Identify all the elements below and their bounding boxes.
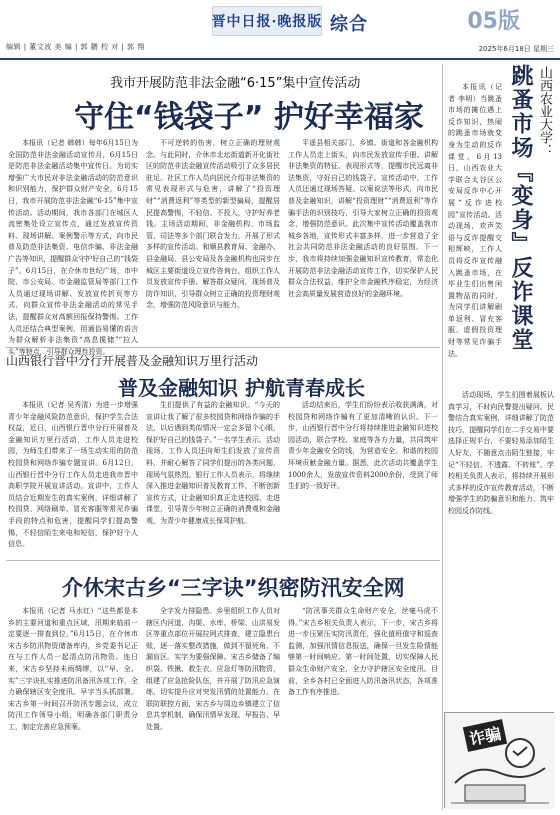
cartoon-label: 诈骗 bbox=[463, 719, 507, 752]
article3-col2: 全字发力排隐患。乡里组织工作人员对辖区内河道、沟渠、水库、桥梁、山洪易发区等重点部位开展拉网式排查，建立隐患台账，逐一落实整改措施，做到不留死角、不漏盲区。实字为要强保障。宋古乡储备了编织袋、铁锹、救生衣、应急灯等防汛物资，组建了应急抢险队伍，并开展了防汛应急演练，切实提升应对突发汛情的处置能力。在联防联控方面，宋古乡与周边乡镇建立了信息共享机制，确保汛情早发现、早报告、早处置。 bbox=[146, 607, 280, 731]
sidebar-headline: 跳蚤市场『变身』反诈课堂 bbox=[508, 64, 533, 352]
article1-col1: 本报讯（记者 韩韩）每年6月15日为全国防范非法金融活动宣传月，6月15日是防范非法金融活动集中宣传日。为切实增强广大市民对非法金融活动的防范意识和识别能力，保护群众财产安全，6月15日，我市开展防范非法金融“6·15”集中宣传活动。活动期间，我市各部门在城区人流密集处设立宣传点，通过发放宣传资料、现场讲解、案例警示等方式，向市民普及防范非法集资、电信诈骗、非法金融广告等知识，提醒群众守护好自己的“钱袋子”。6月15日，在介休市世纪广场，市中院、市公安局、市金融监管局等部门工作人员通过现场讲解、发放宣传折页等方式，向群众宣传非法金融活动的常见手法，提醒群众对高额回报保持警惕。工作人员还结合典型案例，用通俗易懂的语言为群众解析非法集资“高息揽储”“拉人头”等特点，引导群众理性投资。 bbox=[8, 139, 138, 356]
issue-date: 2025年6月18日 星期三 bbox=[478, 45, 554, 53]
staff-credits: 编辑 | 董文波 美 编 | 郭 鹏 校 对 | 郭 翔 bbox=[6, 43, 145, 51]
sidebar-col1a: 本报讯（记者 李明）当跳蚤市场的摊位遇上反诈知识，热闹的跳蚤市场就变身为生动的反诈课堂。6月13日，山西农业大学联合太谷区公安局反诈中心开展“反诈进校园”宣传活动。活动现场，欢声笑语与反诈提醒交相辉映，工作人员将反诈宣传融入跳蚤市场，在毕业生们出售闲置物品的同时，为同学们讲解刷单返利、冒充客服、虚假投资理财等常见诈骗手法。 bbox=[448, 83, 502, 358]
article2-col1: 本报讯（记者 吴秀清）为进一步增强青少年金融风险防范意识，保护学生合法权益，近日，山西银行晋中分行开展普及金融知识万里行活动，工作人员走进校园，为师生们带来了一场生动实用的防范校园贷和网络诈骗专题宣讲。6月12日，山西银行晋中分行工作人员走进我市晋中高职学院开展宣讲活动。宣讲中，工作人员结合近期发生的真实案例，详细讲解了校园贷、网络刷单、冒充客服等常见诈骗手段的特点和危害，提醒同学们提高警惕，不轻信陌生来电和短信，保护好个人信息。 bbox=[8, 401, 138, 549]
article3-col1: 本报讯（记者 马水红）“这些都是本乡的主要河道和重点区域，汛期来临前一定要逐一排查到位。”6月15日，在介休市宋古乡防汛物资储备库内，乡党委书记正在与工作人员一起清点防汛物资。连日来，宋古乡坚持未雨绸缪，以“早、全、实”三字诀扎实推进防汛备汛各项工作，全力确保辖区安全度汛。早字当头抓部署。宋古乡第一时间召开防汛专题会议，成立防汛工作领导小组，明确各部门职责分工，制定完善应急预案。 bbox=[8, 607, 138, 731]
section-title: 综合 bbox=[330, 14, 368, 35]
article3-headline: 介休宋古乡“三字诀”织密防汛安全网 bbox=[62, 576, 405, 600]
cartoon-illustration bbox=[444, 712, 554, 808]
masthead bbox=[0, 0, 560, 58]
article1-headline: 守住“钱袋子” 护好幸福家 bbox=[74, 100, 424, 135]
article2-headline: 普及金融知识 护航青春成长 bbox=[118, 376, 365, 400]
article1-col2: 不可逆转的伤害，树立正确的理财观念。与此同时，介休市北坛街道新开化街社区的防范非法金融宣传活动吸引了众多居民驻足。社区工作人员向居民介绍非法集资的常见表现形式与危害，讲解了“投资理财”“消费返利”等类型的新型骗局，提醒居民提高警惕，不轻信、不投入，守护好养老钱。主场活动期间，非金融机构、市场监管、司法等多个部门联合发力，开展了形式多样的宣传活动。和顺县教育局、金融办、县金融局、县公安局及各金融机构也同步在城区主要街道设立宣传咨询台，组织工作人员发放宣传手册、解答群众疑问，现场普及防诈知识，引导群众树立正确的投资理财观念，增强防范风险意识与能力。 bbox=[146, 139, 280, 310]
masthead-divider bbox=[0, 58, 560, 60]
sidebar-col2: 活动现场，学生们围着展板认真学习，不时向民警提出疑问。民警结合真实案例，详细讲解了防范技巧，提醒同学们在二手交易中要选择正规平台，不要轻易添加陌生人好友，不随意点击陌生链接，牢记“不轻信、不透露、不转账”。学校相关负责人表示，将持续开展形式多样的反诈宣传教育活动，不断增强学生的防骗意识和能力，筑牢校园反诈防线。 bbox=[448, 391, 554, 515]
article1-kicker: 我市开展防范非法金融“6·15”集中宣传活动 bbox=[110, 76, 361, 91]
page-number: 05版 bbox=[467, 9, 520, 34]
divider bbox=[6, 347, 440, 348]
article1-col3: 平遥县相关部门、乡镇、街道和各金融机构工作人员走上街头，向市民发放宣传手册、讲解非法集资的特征、表现形式等，提醒市民远离非法集资，守好自己的钱袋子。宣传活动中，工作人员还通过现场答疑、以案说法等形式，向市民普及金融知识，讲解“投资理财”“消费返利”等诈骗手法的识别技巧，引导大家树立正确的投资观念，增强防范意识。此次集中宣传活动覆盖我市城乡各地，宣传形式丰富多样，进一步营造了全社会共同防范非法金融活动的良好氛围。下一步，我市将持续加强金融知识宣传教育，常态化开展防范非法金融活动宣传工作，切实保护人民群众合法权益，维护全市金融秩序稳定，为经济社会高质量发展营造良好的金融环境。 bbox=[288, 139, 438, 298]
paper-logo: 晋中日报·晚报版 bbox=[212, 6, 322, 36]
sidebar-divider bbox=[442, 64, 443, 810]
article3-col3: “防汛事关群众生命财产安全，丝毫马虎不得。”宋古乡相关负责人表示，下一步，宋古乡将进一步压紧压实防汛责任，强化值班值守和巡查监测，加强汛情信息报送，确保一旦发生险情能够第一时间响应、第一时间处置，切实保障人民群众生命财产安全，全力守护辖区安全度汛。目前，全乡各村已全面进入防汛备汛状态，各项准备工作有序推进。 bbox=[288, 607, 438, 697]
sidebar-kicker: 山西农业大学： bbox=[537, 66, 552, 157]
article2-col3: 活动结束后，学生们纷纷表示收获满满，对校园贷和网络诈骗有了更加清晰的认识。下一步，山西银行晋中分行将持续推进金融知识进校园活动，联合学校、家庭等各方力量，共同筑牢青少年金融安全防线，为营造安全、和谐的校园环境贡献金融力量。据悉，此次活动共覆盖学生1000余人，发放宣传资料2000余份，受到了师生们的一致好评。 bbox=[288, 401, 438, 491]
article2-kicker: 山西银行晋中分行开展普及金融知识万里行活动 bbox=[6, 354, 259, 368]
article2-col2: 生们提供了有益的金融知识。“今天的宣讲让我了解了很多校园贷和网络诈骗的手法，以后遇到类似情况一定会多留个心眼，保护好自己的钱袋子。”一名学生表示。活动现场，工作人员还向师生们发放了宣传资料，并耐心解答了同学们提出的各类问题，现场气氛热烈。银行工作人员表示，将继续深入推进金融知识普及教育工作，不断创新宣传方式，让金融知识真正走进校园、走进课堂，引导青少年树立正确的消费观和金融观，为青少年健康成长保驾护航。 bbox=[146, 401, 280, 525]
divider bbox=[6, 560, 440, 561]
